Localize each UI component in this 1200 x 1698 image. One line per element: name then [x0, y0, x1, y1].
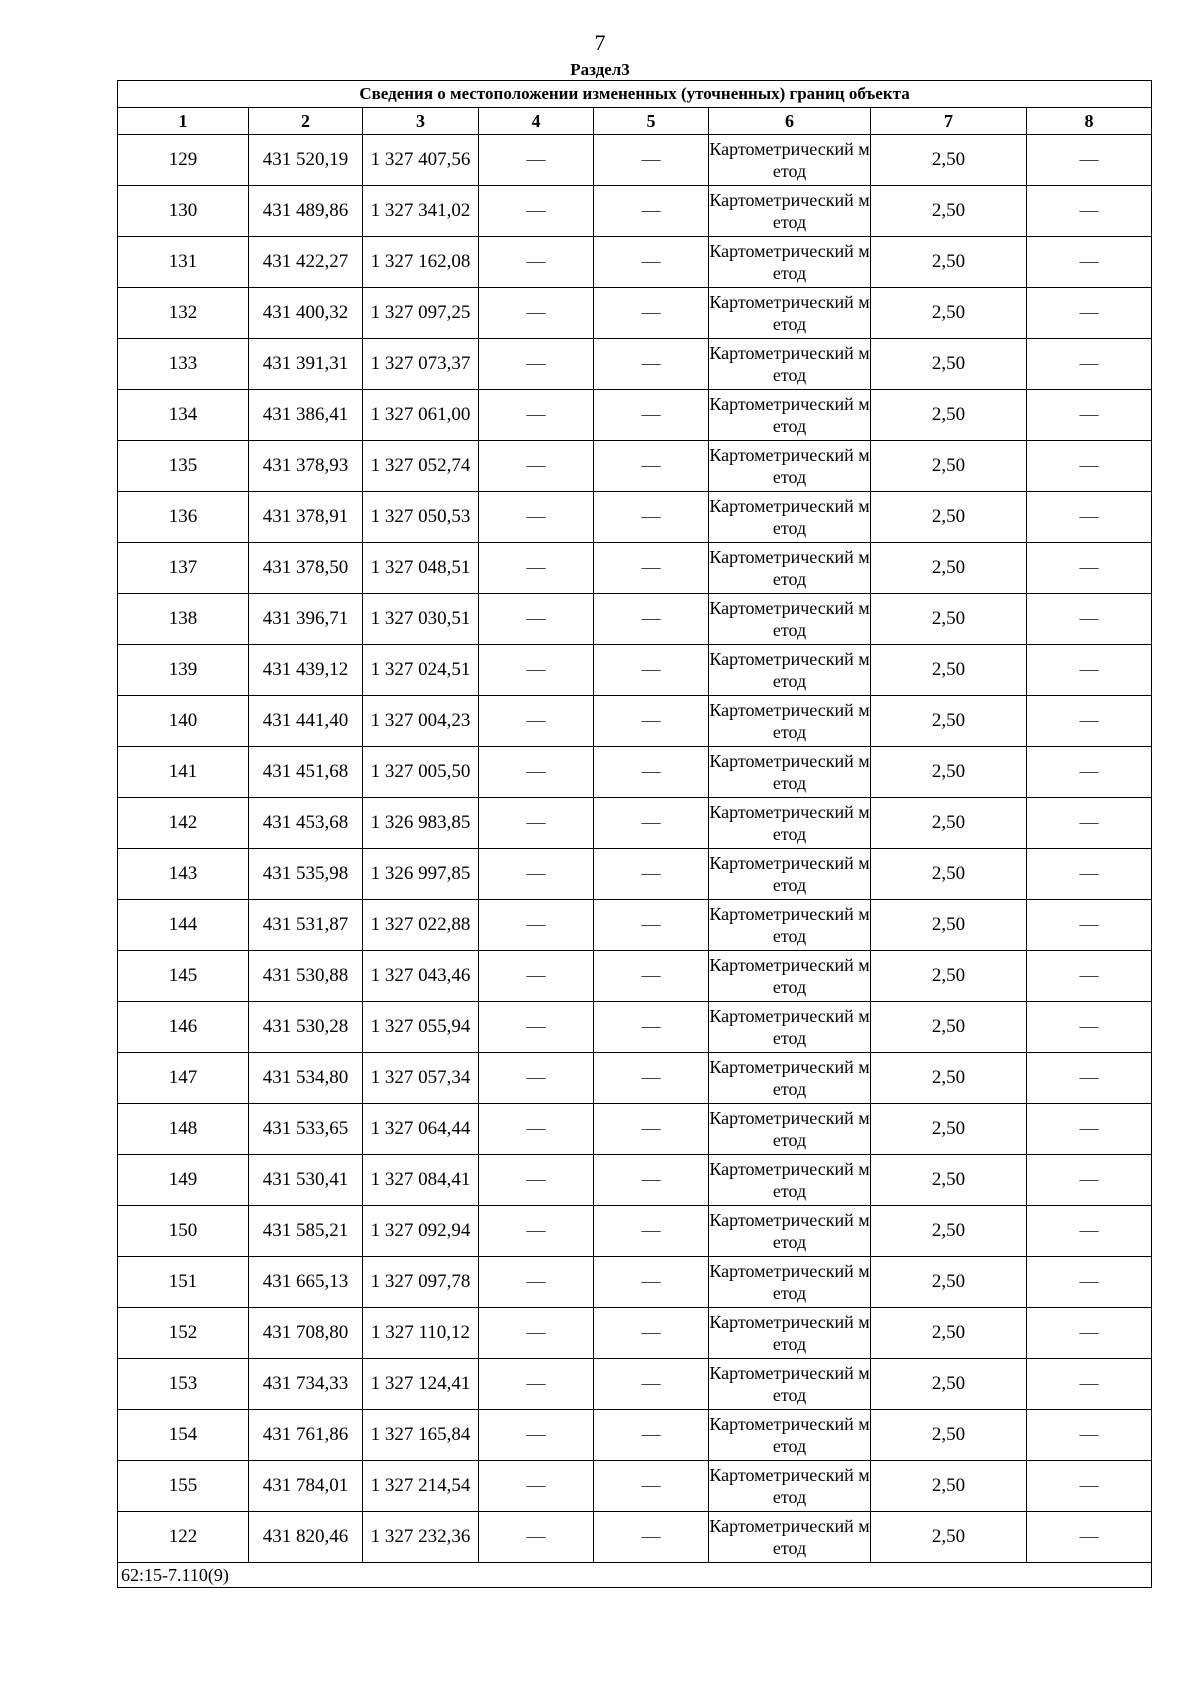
column-number-row — [118, 108, 1152, 135]
col8-value-cell: — — [1027, 1257, 1152, 1308]
col5-value-cell: — — [594, 543, 709, 594]
method-cell: Картометрический метод — [709, 1053, 871, 1104]
col8-value-cell: — — [1027, 594, 1152, 645]
y-coordinate-cell: 1 327 050,53 — [363, 492, 479, 543]
col8-value-cell: — — [1027, 186, 1152, 237]
table-row — [118, 696, 1152, 747]
col8-value-cell: — — [1027, 135, 1152, 186]
y-coordinate-cell: 1 327 043,46 — [363, 951, 479, 1002]
col5-value-cell: — — [594, 849, 709, 900]
col8-value-cell: — — [1027, 1512, 1152, 1563]
x-coordinate-cell: 431 585,21 — [249, 1206, 363, 1257]
column-number-5: 5 — [594, 108, 709, 135]
y-coordinate-cell: 1 327 030,51 — [363, 594, 479, 645]
col4-value-cell: — — [479, 645, 594, 696]
accuracy-cell: 2,50 — [871, 1308, 1027, 1359]
y-coordinate-cell: 1 327 232,36 — [363, 1512, 479, 1563]
col5-value-cell: — — [594, 1257, 709, 1308]
table-row — [118, 1155, 1152, 1206]
x-coordinate-cell: 431 378,93 — [249, 441, 363, 492]
point-number-cell: 135 — [118, 441, 249, 492]
point-number-cell: 155 — [118, 1461, 249, 1512]
col8-value-cell: — — [1027, 1002, 1152, 1053]
x-coordinate-cell: 431 665,13 — [249, 1257, 363, 1308]
table-row — [118, 1257, 1152, 1308]
method-cell: Картометрический метод — [709, 492, 871, 543]
table-row — [118, 186, 1152, 237]
col8-value-cell: — — [1027, 1206, 1152, 1257]
col8-value-cell: — — [1027, 798, 1152, 849]
table-row — [118, 237, 1152, 288]
point-number-cell: 142 — [118, 798, 249, 849]
x-coordinate-cell: 431 534,80 — [249, 1053, 363, 1104]
col5-value-cell: — — [594, 1359, 709, 1410]
x-coordinate-cell: 431 761,86 — [249, 1410, 363, 1461]
accuracy-cell: 2,50 — [871, 900, 1027, 951]
point-number-cell: 153 — [118, 1359, 249, 1410]
col8-value-cell: — — [1027, 1461, 1152, 1512]
point-number-cell: 144 — [118, 900, 249, 951]
col8-value-cell: — — [1027, 696, 1152, 747]
point-number-cell: 136 — [118, 492, 249, 543]
accuracy-cell: 2,50 — [871, 1206, 1027, 1257]
col4-value-cell: — — [479, 288, 594, 339]
boundary-coordinates-table — [117, 80, 1152, 1588]
x-coordinate-cell: 431 391,31 — [249, 339, 363, 390]
col8-value-cell: — — [1027, 1359, 1152, 1410]
method-cell: Картометрический метод — [709, 1359, 871, 1410]
col4-value-cell: — — [479, 594, 594, 645]
x-coordinate-cell: 431 400,32 — [249, 288, 363, 339]
accuracy-cell: 2,50 — [871, 543, 1027, 594]
col5-value-cell: — — [594, 288, 709, 339]
col5-value-cell: — — [594, 900, 709, 951]
point-number-cell: 152 — [118, 1308, 249, 1359]
col5-value-cell: — — [594, 1002, 709, 1053]
section-title: Раздел3 — [570, 60, 630, 79]
point-number-cell: 154 — [118, 1410, 249, 1461]
accuracy-cell: 2,50 — [871, 1053, 1027, 1104]
x-coordinate-cell: 431 531,87 — [249, 900, 363, 951]
accuracy-cell: 2,50 — [871, 339, 1027, 390]
method-cell: Картометрический метод — [709, 951, 871, 1002]
table-row — [118, 339, 1152, 390]
accuracy-cell: 2,50 — [871, 492, 1027, 543]
col4-value-cell: — — [479, 1461, 594, 1512]
y-coordinate-cell: 1 327 005,50 — [363, 747, 479, 798]
accuracy-cell: 2,50 — [871, 288, 1027, 339]
col5-value-cell: — — [594, 492, 709, 543]
table-footer-code: 62:15-7.110(9) — [118, 1563, 1152, 1588]
col8-value-cell: — — [1027, 951, 1152, 1002]
col5-value-cell: — — [594, 186, 709, 237]
method-cell: Картометрический метод — [709, 186, 871, 237]
col4-value-cell: — — [479, 1155, 594, 1206]
y-coordinate-cell: 1 327 407,56 — [363, 135, 479, 186]
point-number-cell: 138 — [118, 594, 249, 645]
col4-value-cell: — — [479, 1512, 594, 1563]
point-number-cell: 148 — [118, 1104, 249, 1155]
method-cell: Картометрический метод — [709, 594, 871, 645]
col8-value-cell: — — [1027, 390, 1152, 441]
table-row — [118, 1206, 1152, 1257]
method-cell: Картометрический метод — [709, 543, 871, 594]
accuracy-cell: 2,50 — [871, 1257, 1027, 1308]
col5-value-cell: — — [594, 747, 709, 798]
column-number-8: 8 — [1027, 108, 1152, 135]
table-row — [118, 135, 1152, 186]
point-number-cell: 129 — [118, 135, 249, 186]
col5-value-cell: — — [594, 1308, 709, 1359]
accuracy-cell: 2,50 — [871, 594, 1027, 645]
y-coordinate-cell: 1 327 004,23 — [363, 696, 479, 747]
table-row — [118, 594, 1152, 645]
accuracy-cell: 2,50 — [871, 390, 1027, 441]
col5-value-cell: — — [594, 1206, 709, 1257]
col5-value-cell: — — [594, 645, 709, 696]
col5-value-cell: — — [594, 1461, 709, 1512]
col5-value-cell: — — [594, 1410, 709, 1461]
point-number-cell: 131 — [118, 237, 249, 288]
method-cell: Картометрический метод — [709, 390, 871, 441]
accuracy-cell: 2,50 — [871, 1104, 1027, 1155]
y-coordinate-cell: 1 327 341,02 — [363, 186, 479, 237]
point-number-cell: 149 — [118, 1155, 249, 1206]
y-coordinate-cell: 1 327 110,12 — [363, 1308, 479, 1359]
col8-value-cell: — — [1027, 1410, 1152, 1461]
point-number-cell: 143 — [118, 849, 249, 900]
col8-value-cell: — — [1027, 747, 1152, 798]
y-coordinate-cell: 1 327 124,41 — [363, 1359, 479, 1410]
accuracy-cell: 2,50 — [871, 1461, 1027, 1512]
method-cell: Картометрический метод — [709, 1155, 871, 1206]
y-coordinate-cell: 1 327 092,94 — [363, 1206, 479, 1257]
y-coordinate-cell: 1 327 057,34 — [363, 1053, 479, 1104]
table-row — [118, 1002, 1152, 1053]
method-cell: Картометрический метод — [709, 1206, 871, 1257]
method-cell: Картометрический метод — [709, 1410, 871, 1461]
col4-value-cell: — — [479, 186, 594, 237]
table-row — [118, 798, 1152, 849]
x-coordinate-cell: 431 530,41 — [249, 1155, 363, 1206]
x-coordinate-cell: 431 378,50 — [249, 543, 363, 594]
accuracy-cell: 2,50 — [871, 951, 1027, 1002]
col5-value-cell: — — [594, 1512, 709, 1563]
col8-value-cell: — — [1027, 645, 1152, 696]
col8-value-cell: — — [1027, 1053, 1152, 1104]
table-row — [118, 390, 1152, 441]
accuracy-cell: 2,50 — [871, 1512, 1027, 1563]
table-row — [118, 543, 1152, 594]
method-cell: Картометрический метод — [709, 339, 871, 390]
x-coordinate-cell: 431 451,68 — [249, 747, 363, 798]
col8-value-cell: — — [1027, 441, 1152, 492]
x-coordinate-cell: 431 422,27 — [249, 237, 363, 288]
table-body — [118, 135, 1152, 1563]
x-coordinate-cell: 431 439,12 — [249, 645, 363, 696]
table-row — [118, 1359, 1152, 1410]
point-number-cell: 139 — [118, 645, 249, 696]
x-coordinate-cell: 431 530,28 — [249, 1002, 363, 1053]
y-coordinate-cell: 1 327 064,44 — [363, 1104, 479, 1155]
x-coordinate-cell: 431 734,33 — [249, 1359, 363, 1410]
method-cell: Картометрический метод — [709, 900, 871, 951]
y-coordinate-cell: 1 327 165,84 — [363, 1410, 479, 1461]
method-cell: Картометрический метод — [709, 237, 871, 288]
col4-value-cell: — — [479, 849, 594, 900]
x-coordinate-cell: 431 784,01 — [249, 1461, 363, 1512]
col4-value-cell: — — [479, 1257, 594, 1308]
y-coordinate-cell: 1 327 097,78 — [363, 1257, 479, 1308]
table-row — [118, 645, 1152, 696]
table-row — [118, 849, 1152, 900]
col8-value-cell: — — [1027, 1308, 1152, 1359]
table-row — [118, 747, 1152, 798]
accuracy-cell: 2,50 — [871, 645, 1027, 696]
table-row — [118, 1104, 1152, 1155]
point-number-cell: 133 — [118, 339, 249, 390]
accuracy-cell: 2,50 — [871, 441, 1027, 492]
y-coordinate-cell: 1 326 983,85 — [363, 798, 479, 849]
col8-value-cell: — — [1027, 543, 1152, 594]
col4-value-cell: — — [479, 1053, 594, 1104]
table-row — [118, 951, 1152, 1002]
method-cell: Картометрический метод — [709, 441, 871, 492]
table-caption: Сведения о местоположении измененных (уточненных) границ объекта — [118, 81, 1152, 108]
y-coordinate-cell: 1 327 214,54 — [363, 1461, 479, 1512]
y-coordinate-cell: 1 326 997,85 — [363, 849, 479, 900]
accuracy-cell: 2,50 — [871, 747, 1027, 798]
col4-value-cell: — — [479, 951, 594, 1002]
col5-value-cell: — — [594, 594, 709, 645]
method-cell: Картометрический метод — [709, 849, 871, 900]
col4-value-cell: — — [479, 900, 594, 951]
col8-value-cell: — — [1027, 900, 1152, 951]
y-coordinate-cell: 1 327 084,41 — [363, 1155, 479, 1206]
method-cell: Картометрический метод — [709, 288, 871, 339]
col4-value-cell: — — [479, 1359, 594, 1410]
x-coordinate-cell: 431 520,19 — [249, 135, 363, 186]
method-cell: Картометрический метод — [709, 798, 871, 849]
col8-value-cell: — — [1027, 1104, 1152, 1155]
x-coordinate-cell: 431 378,91 — [249, 492, 363, 543]
col4-value-cell: — — [479, 441, 594, 492]
point-number-cell: 130 — [118, 186, 249, 237]
col5-value-cell: — — [594, 798, 709, 849]
method-cell: Картометрический метод — [709, 1461, 871, 1512]
method-cell: Картометрический метод — [709, 1257, 871, 1308]
accuracy-cell: 2,50 — [871, 696, 1027, 747]
method-cell: Картометрический метод — [709, 1104, 871, 1155]
x-coordinate-cell: 431 441,40 — [249, 696, 363, 747]
table-row — [118, 900, 1152, 951]
point-number-cell: 150 — [118, 1206, 249, 1257]
table-row — [118, 1308, 1152, 1359]
column-number-3: 3 — [363, 108, 479, 135]
table-row — [118, 288, 1152, 339]
accuracy-cell: 2,50 — [871, 237, 1027, 288]
accuracy-cell: 2,50 — [871, 798, 1027, 849]
x-coordinate-cell: 431 489,86 — [249, 186, 363, 237]
column-number-1: 1 — [118, 108, 249, 135]
point-number-cell: 147 — [118, 1053, 249, 1104]
accuracy-cell: 2,50 — [871, 1359, 1027, 1410]
point-number-cell: 146 — [118, 1002, 249, 1053]
accuracy-cell: 2,50 — [871, 135, 1027, 186]
x-coordinate-cell: 431 453,68 — [249, 798, 363, 849]
col4-value-cell: — — [479, 543, 594, 594]
y-coordinate-cell: 1 327 024,51 — [363, 645, 479, 696]
point-number-cell: 132 — [118, 288, 249, 339]
point-number-cell: 151 — [118, 1257, 249, 1308]
col4-value-cell: — — [479, 747, 594, 798]
table-row — [118, 1053, 1152, 1104]
col8-value-cell: — — [1027, 237, 1152, 288]
y-coordinate-cell: 1 327 073,37 — [363, 339, 479, 390]
y-coordinate-cell: 1 327 061,00 — [363, 390, 479, 441]
method-cell: Картометрический метод — [709, 645, 871, 696]
col5-value-cell: — — [594, 237, 709, 288]
col8-value-cell: — — [1027, 288, 1152, 339]
x-coordinate-cell: 431 396,71 — [249, 594, 363, 645]
col4-value-cell: — — [479, 1104, 594, 1155]
y-coordinate-cell: 1 327 162,08 — [363, 237, 479, 288]
method-cell: Картометрический метод — [709, 747, 871, 798]
col5-value-cell: — — [594, 339, 709, 390]
x-coordinate-cell: 431 535,98 — [249, 849, 363, 900]
point-number-cell: 122 — [118, 1512, 249, 1563]
col8-value-cell: — — [1027, 849, 1152, 900]
y-coordinate-cell: 1 327 052,74 — [363, 441, 479, 492]
col4-value-cell: — — [479, 135, 594, 186]
col4-value-cell: — — [479, 1410, 594, 1461]
method-cell: Картометрический метод — [709, 1002, 871, 1053]
point-number-cell: 141 — [118, 747, 249, 798]
x-coordinate-cell: 431 530,88 — [249, 951, 363, 1002]
accuracy-cell: 2,50 — [871, 849, 1027, 900]
col8-value-cell: — — [1027, 492, 1152, 543]
method-cell: Картометрический метод — [709, 1512, 871, 1563]
col5-value-cell: — — [594, 1053, 709, 1104]
column-number-6: 6 — [709, 108, 871, 135]
col5-value-cell: — — [594, 1155, 709, 1206]
accuracy-cell: 2,50 — [871, 1410, 1027, 1461]
table-row — [118, 1410, 1152, 1461]
point-number-cell: 145 — [118, 951, 249, 1002]
col8-value-cell: — — [1027, 339, 1152, 390]
y-coordinate-cell: 1 327 097,25 — [363, 288, 479, 339]
col4-value-cell: — — [479, 1206, 594, 1257]
col4-value-cell: — — [479, 390, 594, 441]
column-number-4: 4 — [479, 108, 594, 135]
column-number-2: 2 — [249, 108, 363, 135]
col4-value-cell: — — [479, 237, 594, 288]
col5-value-cell: — — [594, 696, 709, 747]
column-number-7: 7 — [871, 108, 1027, 135]
method-cell: Картометрический метод — [709, 1308, 871, 1359]
col4-value-cell: — — [479, 1308, 594, 1359]
y-coordinate-cell: 1 327 022,88 — [363, 900, 479, 951]
x-coordinate-cell: 431 708,80 — [249, 1308, 363, 1359]
x-coordinate-cell: 431 386,41 — [249, 390, 363, 441]
point-number-cell: 140 — [118, 696, 249, 747]
col4-value-cell: — — [479, 492, 594, 543]
table-row — [118, 1512, 1152, 1563]
col5-value-cell: — — [594, 441, 709, 492]
method-cell: Картометрический метод — [709, 696, 871, 747]
method-cell: Картометрический метод — [709, 135, 871, 186]
col5-value-cell: — — [594, 135, 709, 186]
y-coordinate-cell: 1 327 048,51 — [363, 543, 479, 594]
accuracy-cell: 2,50 — [871, 1002, 1027, 1053]
col4-value-cell: — — [479, 696, 594, 747]
col8-value-cell: — — [1027, 1155, 1152, 1206]
y-coordinate-cell: 1 327 055,94 — [363, 1002, 479, 1053]
point-number-cell: 137 — [118, 543, 249, 594]
x-coordinate-cell: 431 533,65 — [249, 1104, 363, 1155]
col5-value-cell: — — [594, 1104, 709, 1155]
col4-value-cell: — — [479, 339, 594, 390]
table-row — [118, 441, 1152, 492]
col4-value-cell: — — [479, 798, 594, 849]
page-number: 7 — [594, 30, 606, 55]
point-number-cell: 134 — [118, 390, 249, 441]
accuracy-cell: 2,50 — [871, 186, 1027, 237]
x-coordinate-cell: 431 820,46 — [249, 1512, 363, 1563]
accuracy-cell: 2,50 — [871, 1155, 1027, 1206]
col5-value-cell: — — [594, 951, 709, 1002]
table-row — [118, 492, 1152, 543]
table-row — [118, 1461, 1152, 1512]
col5-value-cell: — — [594, 390, 709, 441]
col4-value-cell: — — [479, 1002, 594, 1053]
